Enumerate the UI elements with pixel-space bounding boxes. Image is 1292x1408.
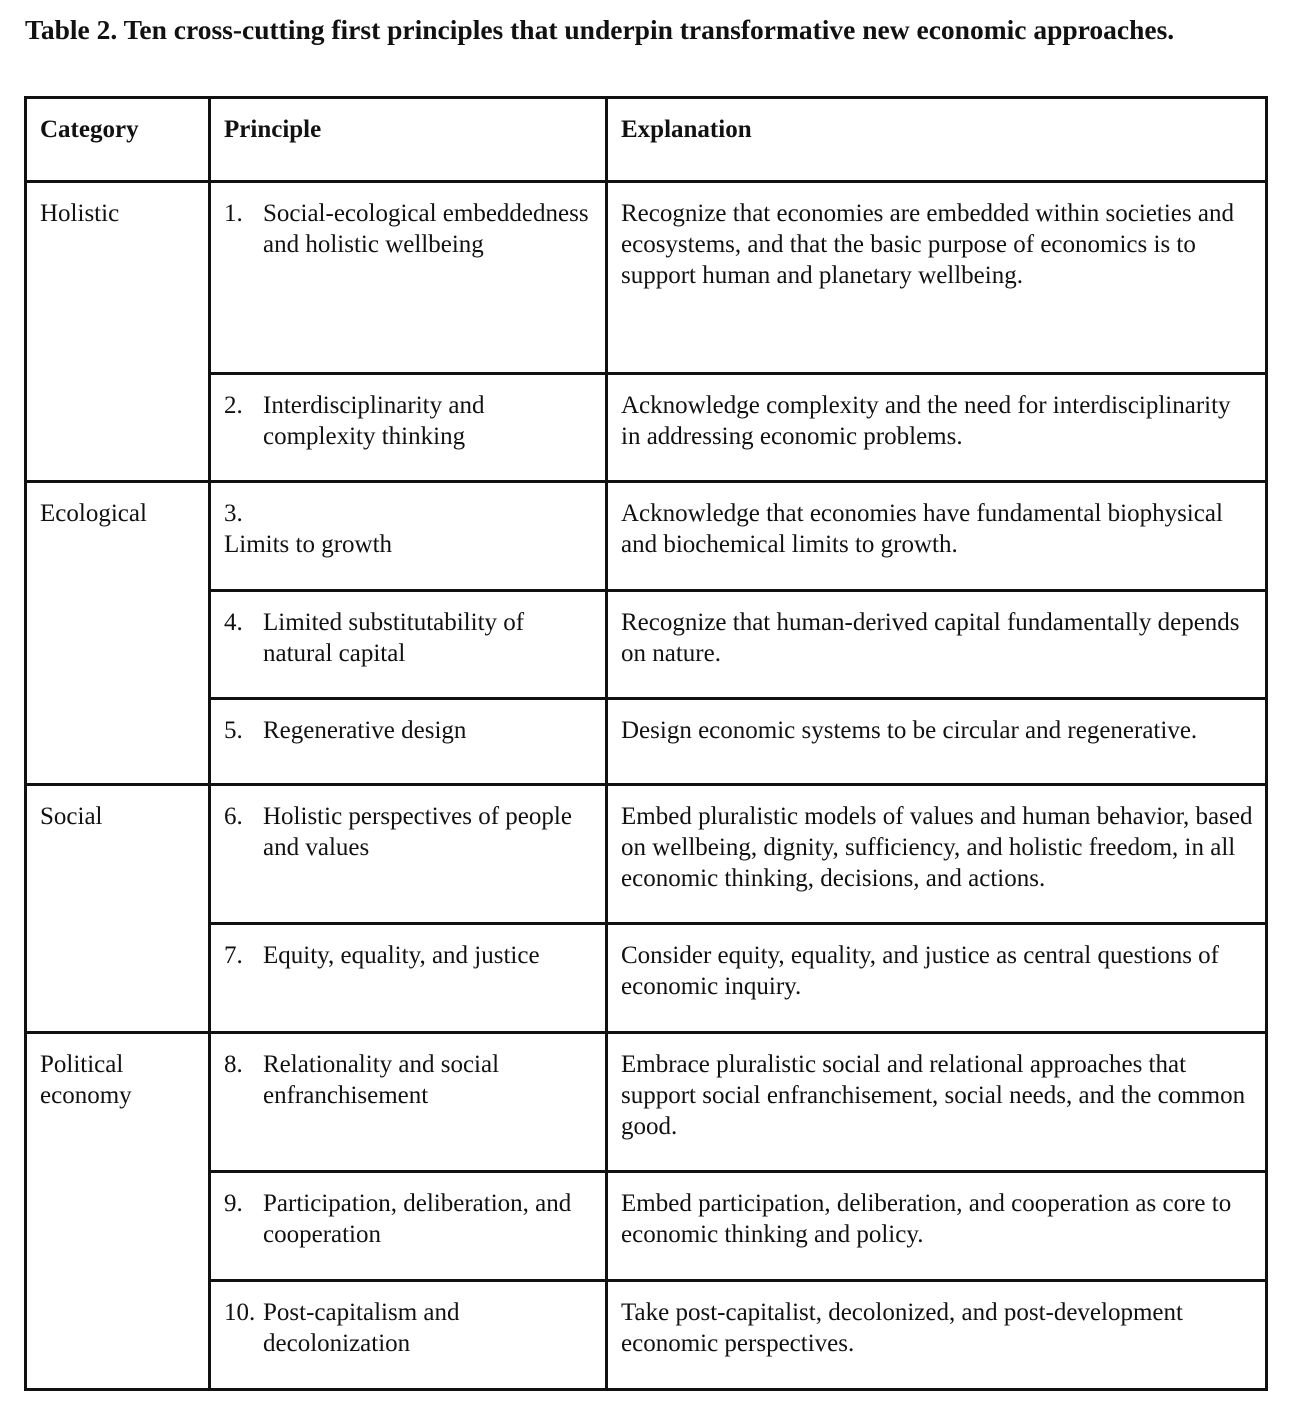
principle-text: Limited substitutability of natural capital bbox=[263, 609, 525, 667]
explanation-cell: Acknowledge that economies have fundamental biophysical and biochemical limits to growth. bbox=[607, 482, 1267, 591]
principle-number: 5. bbox=[224, 717, 243, 744]
principle-number: 4. bbox=[224, 609, 243, 636]
principle-text: Post-capitalism and decolonization bbox=[263, 1299, 460, 1357]
principle-cell bbox=[210, 785, 607, 924]
principle-text: Participation, deliberation, and cooperation bbox=[263, 1190, 572, 1248]
explanation-cell: Recognize that economies are embedded within societies and ecosystems, and that the basic purpose of economics is to support human and planetary wellbeing. bbox=[607, 182, 1267, 374]
principle-number: 7. bbox=[224, 942, 243, 969]
table-caption: Table 2. Ten cross-cutting first principles that underpin transformative new economic approaches. bbox=[25, 14, 1175, 45]
table-row bbox=[26, 1172, 1267, 1281]
principle-text: Social-ecological embeddedness and holistic wellbeing bbox=[263, 200, 589, 258]
principle-number: 9. bbox=[224, 1190, 243, 1217]
explanation-cell: Take post-capitalist, decolonized, and post-development economic perspectives. bbox=[607, 1281, 1267, 1390]
principle-text: Interdisciplinarity and complexity thinking bbox=[263, 392, 485, 450]
header-explanation: Explanation bbox=[607, 98, 1267, 182]
table-row bbox=[26, 182, 1267, 374]
principle-text: Regenerative design bbox=[263, 717, 467, 744]
principle-cell bbox=[210, 1281, 607, 1390]
principle-text: Equity, equality, and justice bbox=[263, 942, 540, 969]
explanation-cell: Embed participation, deliberation, and cooperation as core to economic thinking and policy. bbox=[607, 1172, 1267, 1281]
explanation-cell: Design economic systems to be circular and regenerative. bbox=[607, 699, 1267, 785]
principle-cell bbox=[210, 924, 607, 1033]
header-category: Category bbox=[26, 98, 210, 182]
principle-cell bbox=[210, 591, 607, 699]
principle-cell bbox=[210, 482, 607, 591]
principles-table bbox=[24, 96, 1268, 1391]
table-row bbox=[26, 785, 1267, 924]
explanation-cell: Embed pluralistic models of values and human behavior, based on wellbeing, dignity, sufficiency, and holistic freedom, in all economic thinking, decisions, and actions. bbox=[607, 785, 1267, 924]
table-row bbox=[26, 482, 1267, 591]
principle-cell bbox=[210, 374, 607, 482]
principle-cell bbox=[210, 1033, 607, 1172]
principle-cell bbox=[210, 182, 607, 374]
principle-text: Holistic perspectives of people and values bbox=[263, 803, 572, 861]
principle-number: 1. bbox=[224, 200, 243, 227]
table-row bbox=[26, 1281, 1267, 1390]
principle-number: 3. bbox=[224, 500, 243, 527]
principle-number: 2. bbox=[224, 392, 243, 419]
explanation-cell: Consider equity, equality, and justice as central questions of economic inquiry. bbox=[607, 924, 1267, 1033]
explanation-cell: Acknowledge complexity and the need for interdisciplinarity in addressing economic problems. bbox=[607, 374, 1267, 482]
table-row bbox=[26, 699, 1267, 785]
table-row bbox=[26, 374, 1267, 482]
header-principle: Principle bbox=[210, 98, 607, 182]
principle-number: 6. bbox=[224, 803, 243, 830]
principle-number: 10. bbox=[224, 1299, 256, 1326]
table-row bbox=[26, 1033, 1267, 1172]
explanation-cell: Embrace pluralistic social and relational approaches that support social enfranchisement, social needs, and the common good. bbox=[607, 1033, 1267, 1172]
explanation-cell: Recognize that human-derived capital fundamentally depends on nature. bbox=[607, 591, 1267, 699]
principle-cell bbox=[210, 1172, 607, 1281]
category-ecological: Ecological bbox=[26, 482, 210, 785]
principle-text: Relationality and social enfranchisement bbox=[263, 1051, 500, 1109]
principle-number: 8. bbox=[224, 1051, 243, 1078]
category-social: Social bbox=[26, 785, 210, 1033]
principle-text: Limits to growth bbox=[224, 531, 393, 558]
category-holistic: Holistic bbox=[26, 182, 210, 482]
table-row bbox=[26, 591, 1267, 699]
table-header-row bbox=[26, 98, 1267, 182]
principle-cell bbox=[210, 699, 607, 785]
table-row bbox=[26, 924, 1267, 1033]
category-political-economy: Political economy bbox=[26, 1033, 210, 1390]
